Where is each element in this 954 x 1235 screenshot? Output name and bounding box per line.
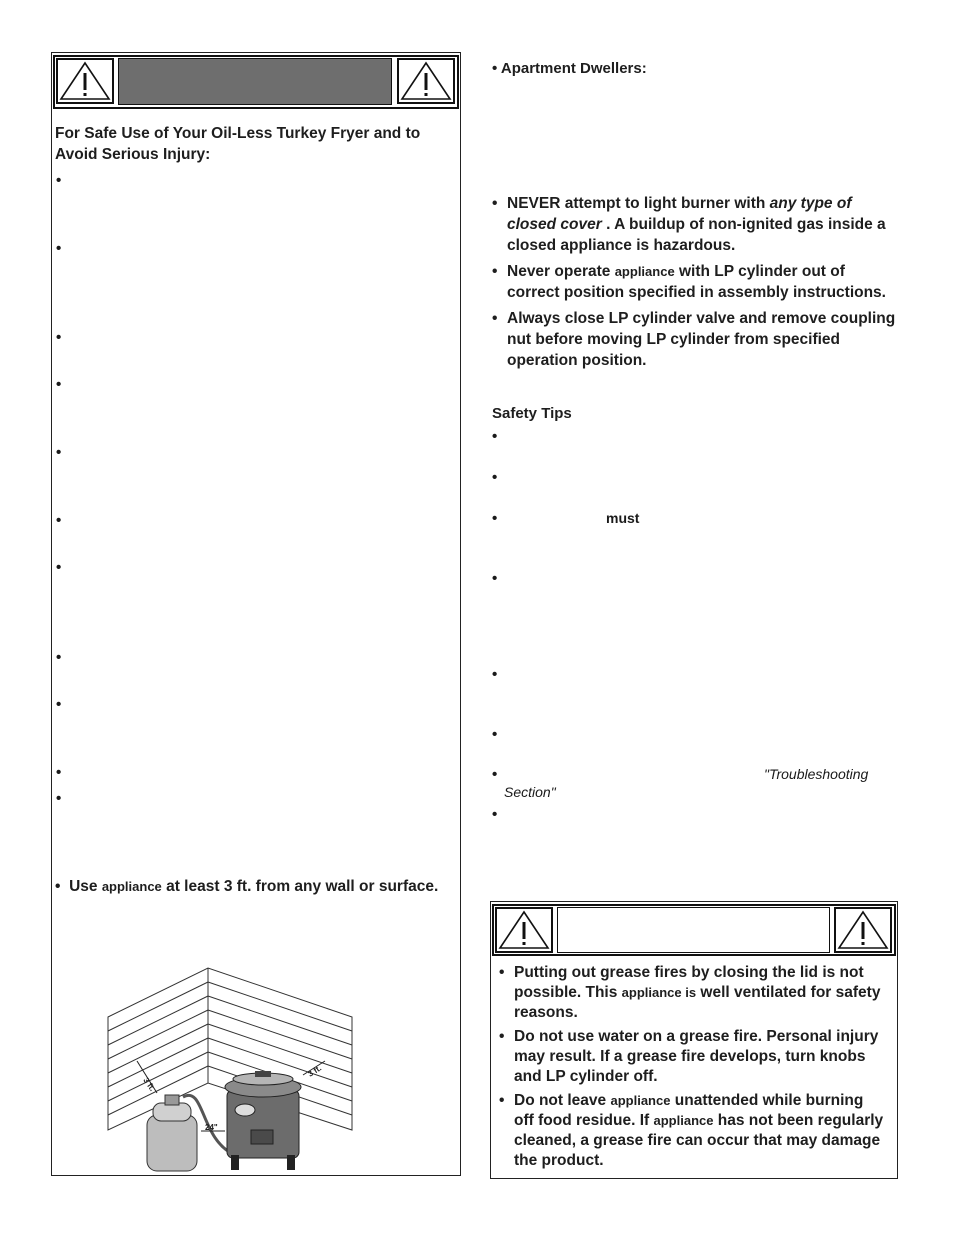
list-bullet: • xyxy=(56,172,62,189)
list-bullet: • xyxy=(492,263,498,280)
list-bullet: • xyxy=(56,696,62,713)
list-bullet: • xyxy=(492,806,498,823)
warning-triangle-icon xyxy=(834,907,892,953)
safety-tips-heading: Safety Tips xyxy=(492,405,572,422)
warning-header-band xyxy=(118,58,392,105)
grease-fire-warning-2: • Do not use water on a grease fire. Personal injury may result. If a grease fire develops, turn knobs and LP cylinder off. xyxy=(499,1028,879,1085)
list-bullet: • xyxy=(492,726,498,743)
list-bullet: • xyxy=(492,195,498,212)
list-bullet: • xyxy=(492,469,498,486)
list-bullet: • xyxy=(56,790,62,807)
clearance-label-right: 3 ft. xyxy=(306,1063,324,1079)
warning-triangle-icon xyxy=(56,58,114,104)
list-bullet: • xyxy=(492,428,498,445)
list-bullet: • xyxy=(492,666,498,683)
list-bullet: • xyxy=(492,766,498,783)
list-bullet: • xyxy=(56,649,62,666)
must-emphasis: must xyxy=(606,510,640,526)
grease-fire-warning-1: • Putting out grease fires by closing the lid is not possible. This appliance is well ventilated for safety reasons. xyxy=(499,964,881,1021)
troubleshooting-reference: "Troubleshooting xyxy=(764,766,869,782)
list-bullet: • xyxy=(499,1092,505,1109)
clearance-label-24in: 24" xyxy=(205,1123,218,1132)
warning-triangle-icon xyxy=(397,58,455,104)
apartment-dwellers-heading: • Apartment Dwellers: xyxy=(492,60,647,77)
list-bullet: • xyxy=(499,1028,505,1045)
never-operate-warning: • Never operate appliance with LP cylinder out of correct position specified in assembly instructions. xyxy=(492,263,886,301)
clearance-instruction: • Use appliance at least 3 ft. from any wall or surface. xyxy=(55,878,439,895)
list-bullet: • xyxy=(56,329,62,346)
list-bullet: • xyxy=(56,512,62,529)
list-bullet: • xyxy=(55,878,61,895)
safety-intro: For Safe Use of Your Oil-Less Turkey Fryer and to Avoid Serious Injury: xyxy=(55,125,421,163)
list-bullet: • xyxy=(499,964,505,981)
warning-triangle-icon xyxy=(495,907,553,953)
troubleshooting-reference-cont: Section" xyxy=(504,784,556,800)
clearance-diagram xyxy=(105,965,355,1175)
lp-cylinder-icon xyxy=(147,1095,197,1171)
list-bullet: • xyxy=(56,240,62,257)
always-close-warning: • Always close LP cylinder valve and remove coupling nut before moving LP cylinder from specified operation position. xyxy=(492,310,896,369)
list-bullet: • xyxy=(56,444,62,461)
list-bullet: • xyxy=(56,764,62,781)
list-bullet: • xyxy=(492,570,498,587)
list-bullet: • xyxy=(56,559,62,576)
list-bullet: • xyxy=(492,310,498,327)
list-bullet: • xyxy=(492,510,498,527)
never-light-warning: • NEVER attempt to light burner with any type of closed cover . A buildup of non-ignited gas inside a closed appliance is hazardous. xyxy=(492,195,886,254)
clearance-label-left: 3 ft. xyxy=(141,1075,157,1093)
grease-fire-warning-3: • Do not leave appliance unattended while burning off food residue. If appliance has not been regularly cleaned, a grease fire can occur that may damage the product. xyxy=(499,1092,884,1169)
grease-fire-header-band xyxy=(557,907,830,953)
turkey-fryer-icon xyxy=(225,1071,301,1170)
list-bullet: • xyxy=(56,376,62,393)
